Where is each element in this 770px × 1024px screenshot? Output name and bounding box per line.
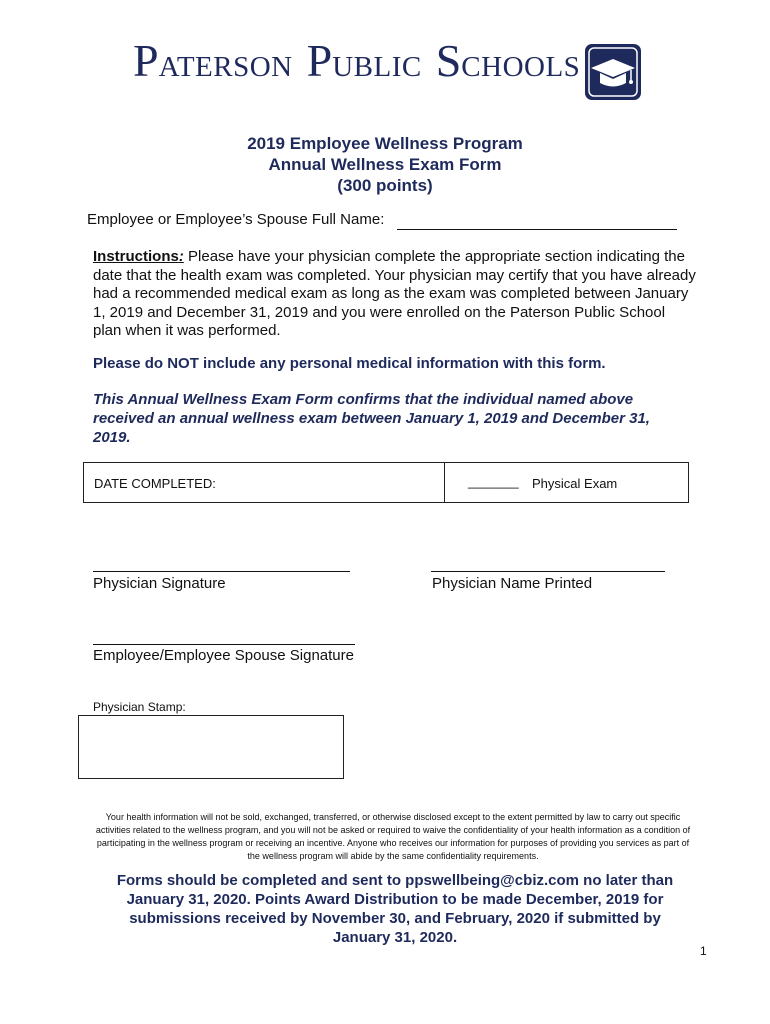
physician-name-line[interactable] <box>431 571 665 572</box>
form-title-line1: 2019 Employee Wellness Program <box>247 134 523 153</box>
date-completed-label: DATE COMPLETED: <box>94 476 216 491</box>
logo-word: PATERSON <box>133 35 293 86</box>
date-completed-table <box>83 462 689 503</box>
full-name-field[interactable] <box>397 229 677 230</box>
page-number: 1 <box>700 944 707 958</box>
physician-signature-label: Physician Signature <box>93 575 226 592</box>
logo-word: SCHOOLS <box>435 35 581 86</box>
instructions-heading: Instructions <box>93 248 179 265</box>
full-name-label: Employee or Employee’s Spouse Full Name: <box>87 211 385 228</box>
school-logo-text <box>133 35 594 86</box>
physician-signature-line[interactable] <box>93 571 350 572</box>
form-title-line3: (300 points) <box>337 176 433 195</box>
physician-name-label: Physician Name Printed <box>432 575 593 592</box>
instructions-paragraph: Instructions: Please have your physician complete the appropriate section indicating the date that the health exam was completed. Your physician may certify that you have already had a recommended medical exam as long as the exam was completed between January 1, 2019 and December 31, 2019 and you were enrolled on the Paterson Public School plan when it was performed. <box>93 248 696 339</box>
graduation-cap-icon <box>584 43 642 101</box>
physician-stamp-label: Physician Stamp: <box>93 700 186 714</box>
physician-stamp-box[interactable] <box>78 715 344 779</box>
physical-exam-label: Physical Exam <box>532 476 618 491</box>
form-title-line2: Annual Wellness Exam Form <box>268 155 502 174</box>
submission-instructions: Forms should be completed and sent to ppswellbeing@cbiz.com no later than January 31, 2020. Points Award Distribution to be made December, 2019 for submissions received by November 30, and February, 2020 if submitted by January 31, 2020. <box>116 872 674 946</box>
physical-exam-date-field[interactable]: _______ <box>468 474 519 489</box>
privacy-notice: Please do NOT include any personal medical information with this form. <box>93 355 606 372</box>
confirmation-statement: This Annual Wellness Exam Form confirms that the individual named above received an annual wellness exam between January 1, 2019 and December 31, 2019. <box>93 391 650 446</box>
confidentiality-note: Your health information will not be sold, exchanged, transferred, or otherwise disclosed except to the extent permitted by law to carry out specific activities related to the wellness program, and you will not be asked or required to waive the confidentiality of your health information as a condition of participating in the wellness program or receiving an incentive. Anyone who receives our information for purposes of providing you services as part of the wellness program will abide by the same confidentiality requirements. <box>95 812 691 861</box>
logo-word: PUBLIC <box>306 35 422 86</box>
employee-signature-label: Employee/Employee Spouse Signature <box>93 647 354 664</box>
instructions-text: Please have your physician complete the appropriate section indicating the date that the health exam was completed. Your physician may certify that you have already had a recommended medical exam as long as the exam was completed between January 1, 2019 and December 31, 2019 and you were enrolled on the Paterson Public School plan when it was performed. <box>93 248 696 339</box>
table-divider <box>444 463 445 502</box>
employee-signature-line[interactable] <box>93 644 355 645</box>
